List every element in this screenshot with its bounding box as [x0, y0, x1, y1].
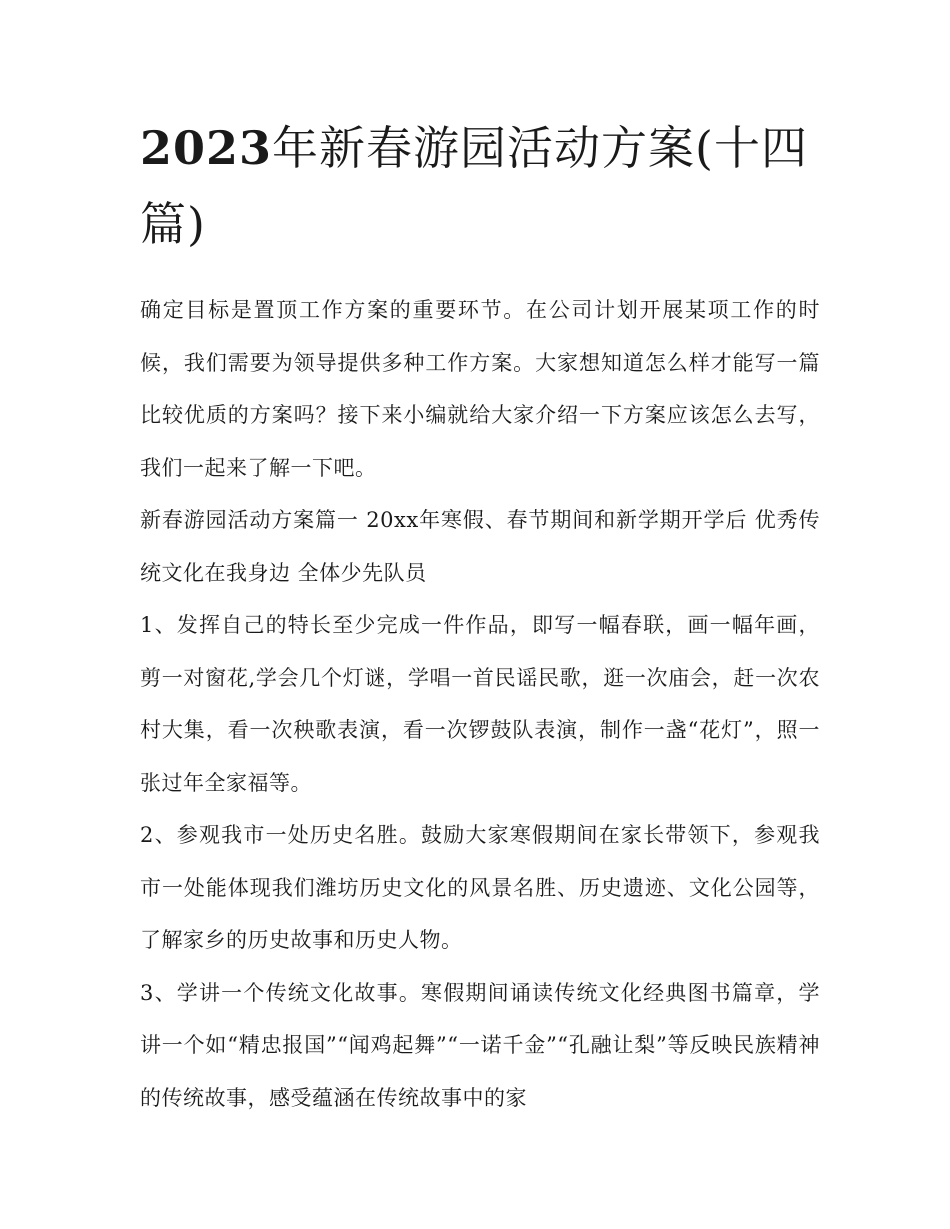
title-year: 2023	[140, 121, 273, 175]
title-text: 年新春游园活动方案(十四篇)	[140, 121, 808, 251]
item-1-paragraph: 1、发挥自己的特长至少完成一件作品，即写一幅春联，画一幅年画，剪一对窗花,学会几个灯谜，学唱一首民谣民歌，逛一次庙会，赶一次农村大集，看一次秧歌表演，看一次锣鼓队表演，制作一盏“花灯”，照一张过年全家福等。	[140, 613, 820, 795]
intro-paragraph: 确定目标是置顶工作方案的重要环节。在公司计划开展某项工作的时候，我们需要为领导提供多种工作方案。大家想知道怎么样才能写一篇比较优质的方案吗？接下来小编就给大家介绍一下方案应该怎么去写，我们一起来了解一下吧。	[140, 298, 820, 480]
document-page	[140, 110, 820, 1124]
document-title	[140, 110, 820, 262]
item-3-paragraph: 3、学讲一个传统文化故事。寒假期间诵读传统文化经典图书篇章，学讲一个如“精忠报国”“闻鸡起舞”“一诺千金”“孔融让梨”等反映民族精神的传统故事，感受蕴涵在传统故事中的家	[140, 980, 820, 1110]
item-2-paragraph: 2、参观我市一处历史名胜。鼓励大家寒假期间在家长带领下，参观我市一处能体现我们潍坊历史文化的风景名胜、历史遗迹、文化公园等，了解家乡的历史故事和历史人物。	[140, 823, 820, 952]
section-heading-paragraph: 新春游园活动方案篇一 20xx年寒假、春节期间和新学期开学后 优秀传统文化在我身边 全体少先队员	[140, 508, 820, 585]
